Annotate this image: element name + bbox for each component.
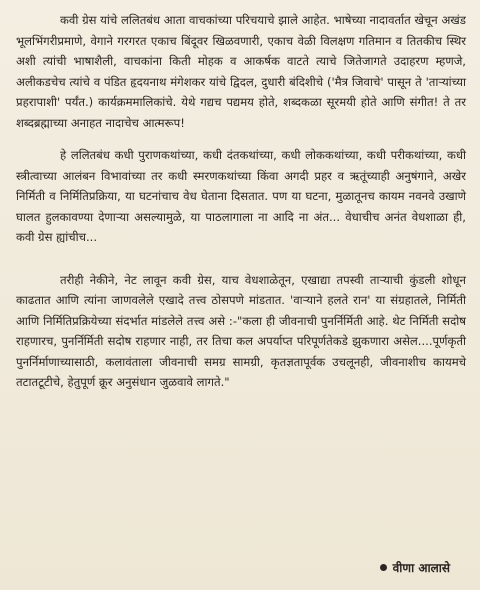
paragraph-1: कवी ग्रेस यांचे ललितबंध आता वाचकांच्या परिचयाचे झाले आहेत. भाषेच्या नादावर्तात खेचून अखंड भूलभिंगरीप्रमाणे, वेगाने गरगरत एकाच बिंदूवर खिळवणारी, एकाच वेळी विलक्षण गतिमान व तितकीच स्थिर अशी त्यांची भाषाशैली, वाचकांना किती मोहक व आकर्षक वाटते त्याचे जितेजागते उदाहरण म्हणजे, अलीकडचेच त्यांचे व पंडित हृदयनाथ मंगेशकर यांचे द्विदल, दुधारी बंदिशीचे ('मैत्र जिवाचे' पासून ते 'ताऱ्यांच्या प्रहरापाशी' पर्यंत.) कार्यक्रममालिकांचे. येथे गद्यच पद्यमय होते, शब्दकळा सूरमयी होते आणि संगीत! ते तर शब्दब्रह्माच्या अनाहत नादाचेच आत्मरूप! [16,13,466,130]
paragraph-2: हे ललितबंध कधी पुराणकथांच्या, कधी दंतकथांच्या, कधी लोककथांच्या, कधी परीकथांच्या, कधी स्त्रीत्वाच्या आलंबन विभावांच्या तर कधी स्मरणकथांच्या किंवा अगदी प्रहर व ऋतूंच्याही अनुषंगाने, अखेर निर्मिती व निर्मितिप्रक्रिया, या घटनांचाच वेध घेताना दिसतात. पण या घटना, मुळातूनच कायम नवनवे उखाणे घालत हुलकावण्या देणाऱ्या असल्यामुळे, या पाठलागाला ना आदि ना अंत... वेधाचीच अनंत वेधशाळा ही, कवी ग्रेस ह्यांचीच... [16,148,466,244]
author-signature [380,559,450,576]
bullet-icon [380,564,387,571]
paragraph-3: तरीही नेकीने, नेट लावून कवी ग्रेस, याच वेधशाळेतून, एखाद्या तपस्वी ताऱ्याची कुंडली शोधून काढतात आणि त्यांना जाणवलेले एखादे तत्त्व ठोसपणे मांडतात. 'वाऱ्याने हलते रान' या संग्रहातले, निर्मिती आणि निर्मितिप्रक्रियेच्या संदर्भात मांडलेले तत्त्व असे :-"कला ही जीवनाची पुनर्निर्मिती आहे. थेट निर्मिती सदोष राहणारच, पुनर्निर्मिती सदोष राहणार नाही, तर तिचा कल अपर्याप्त परिपूर्णतेकडे झुकणारा असेल....पूर्णकृती पुनर्निर्माणाच्यासाठी, कलावंताला जीवनाची समग्र सामग्री, कृतज्ञतापूर्वक उचलूनही, जीवनाशीच कायमचे तटातटूटीचे, हेतुपूर्ण क्रूर अनुसंधान जुळवावे लागते." [16,272,466,389]
author-name: वीणा आलासे [392,561,450,575]
